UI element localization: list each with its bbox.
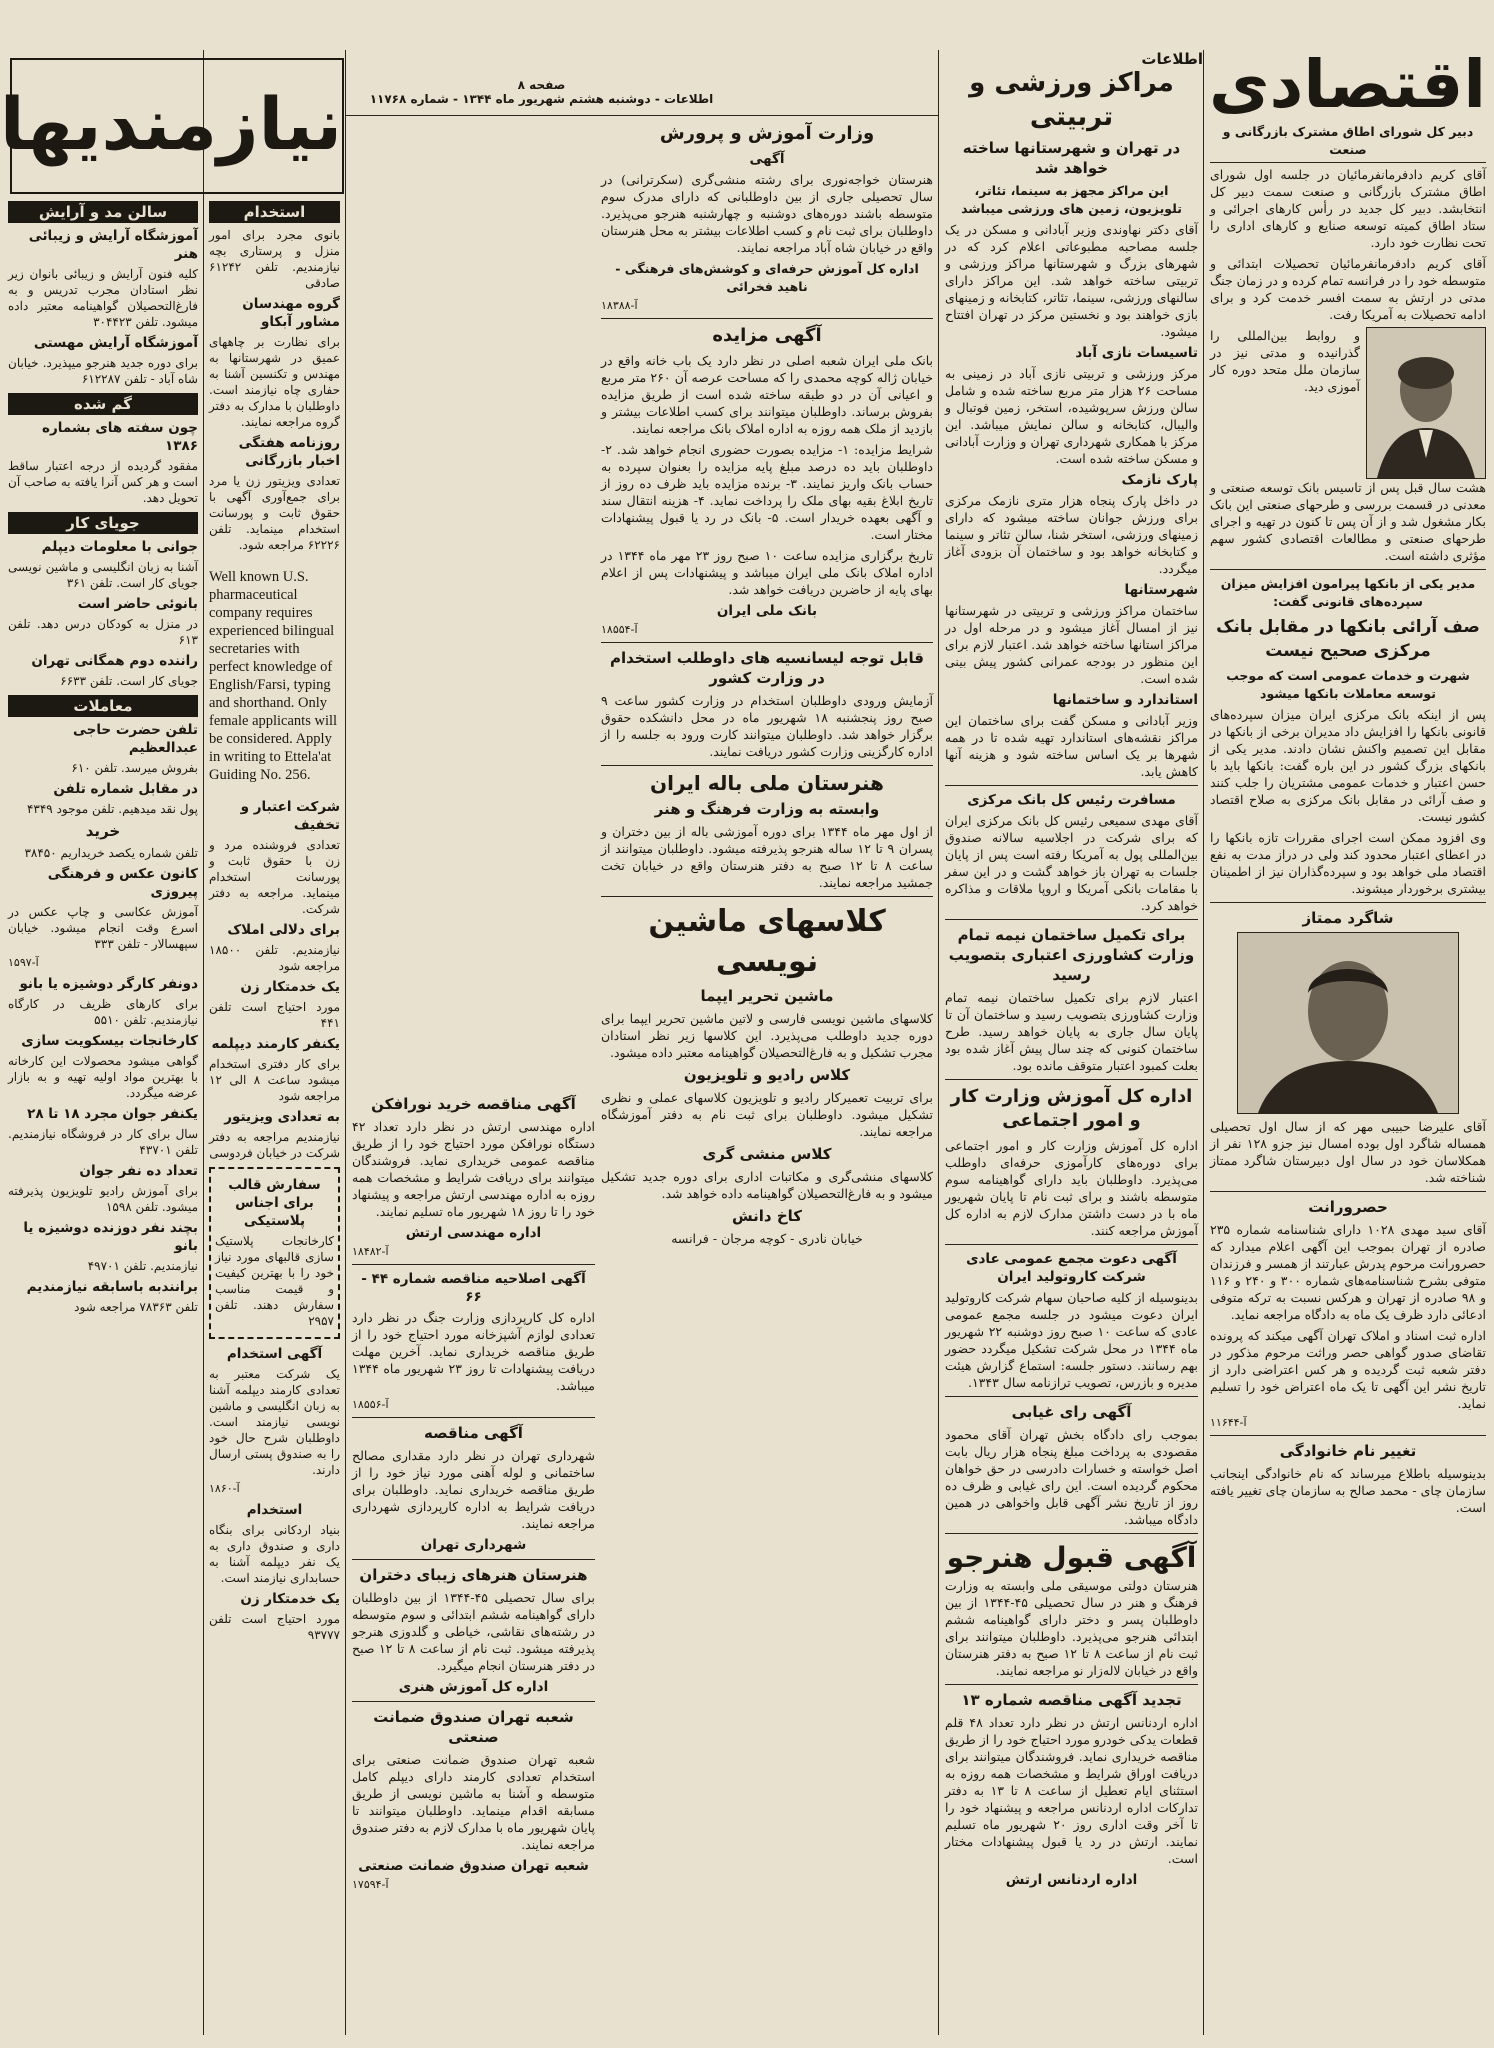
- classified-ad: مفقود گردیده از درجه اعتبار ساقط است و هر کس آنرا یافته به صاحب آن تحویل دهد.: [8, 459, 198, 505]
- headline-education-ministry: وزارت آموزش و پرورش: [659, 123, 875, 144]
- article-paragraph: آقای کریم دادفرمانفرمائیان در جلسه اول شورای اطاق مشترک بازرگانی و صنعت سمت دبیر کل انتخابشد. دبیر کل جدید در رأس کارهای اجرائی و ستاد اطاق کمیته توسعه صنایع و کارهای اداری را تحت نظارت خود دارد.: [1210, 167, 1486, 250]
- ad-code: آ-۱۸۴۸۲: [352, 1245, 389, 1258]
- headline-secretary-class: کلاس منشی گری: [702, 1145, 832, 1163]
- classified-ad: تعدادی فروشنده مرد و زن با حقوق ثابت و پورسانت استخدام مینماید. مراجعه به دفتر شرکت.: [209, 838, 340, 916]
- column-rule: [938, 50, 939, 2035]
- headline-subtitle: وابسته به وزارت فرهنگ و هنر: [654, 800, 880, 818]
- address-line: خیابان نادری - کوچه مرجان - فرانسه: [671, 1231, 863, 1246]
- notice-paragraph: کلاسهای ماشین نویسی فارسی و لاتین ماشین تحریر ایپما برای دوره جدید داوطلب می‌پذیرد. این کلاسها زیر نظر استادان مجرب تشکیل و به فارغ‌التحصیلان گواهینامه معتبر داده میشود.: [601, 1011, 933, 1060]
- portrait-photo: [1366, 327, 1486, 479]
- classified-title: آگهی استخدام: [226, 1346, 323, 1362]
- classified-ad: مورد احتیاج است تلفن ۹۳۷۷۷: [209, 1612, 340, 1642]
- header-rule: [346, 115, 939, 116]
- notice-signature: شعبه تهران صندوق ضمانت صنعتی: [358, 1858, 589, 1874]
- divider: [945, 785, 1198, 786]
- notice-paragraph: از اول مهر ماه ۱۳۴۴ برای دوره آموزشی باله از بین دختران و پسران ۹ تا ۱۲ ساله هنرجو پذیرفته میشود. داوطلبان میتوانند از ساعت ۸ تا ۱۲ صبح به دفتر هنرستان واقع در خیابان تخت جمشید مراجعه نمایند.: [601, 824, 934, 890]
- headline-ballet-school: هنرستان ملی باله ایران: [650, 771, 884, 795]
- notice-paragraph: هنرستان دولتی موسیقی ملی وابسته به وزارت فرهنگ و هنر در سال تحصیلی ۴۵-۱۳۴۴ از بین داوطلبان پسر و دختر دارای گواهینامه ششم ابتدائی هنرجو می‌پذیرد. داوطلبان میتوانند برای ثبت نام از ساعت ۸ تا ۱۲ صبح به دفتر هنرستان واقع در خیابان لاله‌زار نو مراجعه نمایند.: [945, 1578, 1198, 1678]
- article-paragraph: در داخل پارک پنجاه هزار متری نازمک مرکزی برای ورزش جوانان ساخته میشود که دارای زمینهای ورزشی، استخر شنا، سالن تئاتر و سینما و کتابخانه خواهد بود و ساختمان آن بزودی آغاز میگردد.: [945, 493, 1198, 576]
- headline-auction: آگهی مزایده: [712, 325, 822, 346]
- photo-caption: آقای علیرضا حبیبی مهر که از سال اول تحصیلی همساله شاگرد اول بوده امسال نیز جزو ۱۲۸ نفر از همکلاسان خود در سال اول دبیرستان شاگرد ممتاز شناخته شد.: [1210, 1119, 1486, 1185]
- headline-tender-13: تجدید آگهی مناقصه شماره ۱۳: [961, 1691, 1182, 1709]
- ad-code: آ-۱۸۶۰: [209, 1482, 240, 1495]
- classified-title: یک خدمتکار زن: [240, 1591, 340, 1607]
- notice-label: آگهی: [749, 151, 785, 167]
- classified-title: استخدام: [246, 1502, 303, 1518]
- headline-subtitle: شهرت و خدمات عمومی است که موجب توسعه معاملات بانکها میشود: [1226, 668, 1470, 701]
- classified-ad: تلفن ۷۸۳۶۳ مراجعه شود: [74, 1300, 198, 1314]
- notice-paragraph: کلاسهای منشی‌گری و مکاتبات اداری برای دوره جدید تشکیل میشود و به فارغ‌التحصیلان گواهینامه داده خواهد شد.: [601, 1169, 933, 1201]
- classified-title: آموزشگاه آرایش و زیبائی هنر: [28, 228, 198, 262]
- student-figure: [1238, 933, 1458, 1113]
- classified-title: راننده دوم همگانی تهران: [31, 653, 198, 669]
- column-tenders: [352, 1090, 595, 2035]
- classified-ad: بفروش میرسد. تلفن ۶۱۰: [71, 761, 198, 775]
- section-label-job-seekers: جویای کار: [8, 512, 198, 534]
- article-paragraph: مرکز ورزشی و تربیتی نازی آباد در زمینی به مساحت ۲۶ هزار متر مربع ساخته شده و شامل سالن ورزش سرپوشیده، استخر، زمین فوتبال و والیبال، کتابخانه و سالن نمایش میباشد. این مرکز با همکاری شهرداری تهران و وزارت آبادانی و مسکن ساخته شده است.: [945, 366, 1198, 466]
- headline-top-student: شاگرد ممتاز: [1302, 909, 1394, 927]
- divider: [945, 1396, 1198, 1397]
- subhead: شهرستانها: [1124, 582, 1198, 598]
- headline-typing-classes: کلاسهای ماشین نویسی: [648, 904, 886, 979]
- column-rule: [1203, 50, 1204, 2035]
- column-employment: [209, 195, 340, 2035]
- classified-ad: یک شرکت معتبر به تعدادی کارمند دیپلمه آشنا به زبان انگلیسی و ماشین نویسی نیازمند است. داوطلبان شرح حال خود را به صندوق پستی ارسال دارند.: [209, 1367, 340, 1477]
- notice-paragraph: آزمایش ورودی داوطلبان استخدام در وزارت کشور ساعت ۹ صبح روز پنجشنبه ۱۸ شهریور ماه در محل دانشکده حقوق برگزار خواهد شد. داوطلبان میتوانند کارت ورود به جلسه را از اداره کارگزینی وزارت کشور دریافت نمایند.: [601, 693, 933, 759]
- classified-title: روزنامه هفتگی اخبار بازرگانی: [238, 435, 340, 469]
- divider: [352, 1264, 595, 1265]
- article-paragraph: آقای مهدی سمیعی رئیس کل بانک مرکزی ایران که برای شرکت در اجلاسیه سالانه صندوق بین‌المللی پول به آمریکا رفته است پس از پایان جلسات به تهران باز خواهد گشت و در این سفر با مقامات بانکی آمریکا و اروپا ملاقات و مذاکره خواهد کرد.: [945, 813, 1198, 913]
- headline-typewriter: ماشین تحریر ایپما: [700, 987, 834, 1005]
- article-subtitle: دبیر کل شورای اطاق مشترک بازرگانی و صنعت: [1210, 123, 1486, 163]
- classified-ad: کلیه فنون آرایش و زیبائی بانوان زیر نظر استادان مجرب تدریس و به فارغ‌التحصیلان گواهینامه معتبر داده میشود. تلفن ۳۰۴۴۲۳: [8, 267, 198, 329]
- headline-name-change: تغییر نام خانوادگی: [1279, 1442, 1417, 1460]
- headline-industrial-guarantee-fund: شعبه تهران صندوق ضمانت صنعتی: [373, 1708, 574, 1746]
- page-header: [349, 78, 734, 106]
- portrait-figure: [1367, 328, 1485, 478]
- classified-title: یکنفر کارمند دیپلمه: [211, 1036, 340, 1052]
- classified-ad: نیازمندیم. تلفن ۱۸۵۰۰ مراجعه شود: [209, 943, 340, 973]
- notice-paragraph: اداره کل کارپردازی وزارت جنگ در نظر دارد تعدادی لوازم آشپزخانه مورد احتیاج خود را از طریق مناقصه خریداری نماید. آخرین مهلت دریافت پیشنهادات تا روز ۲۳ شهریور ماه ۱۳۴۴ میباشد.: [352, 1310, 595, 1393]
- ad-code: آ-۱۸۵۵۶: [352, 1398, 389, 1411]
- classified-title: سفارش قالب برای اجناس پلاستیکی: [228, 1177, 321, 1229]
- classified-title: به تعدادی ویزیتور: [224, 1109, 340, 1125]
- divider: [352, 1701, 595, 1702]
- section-label-beauty: سالن مد و آرایش: [8, 201, 198, 223]
- divider: [352, 1417, 595, 1418]
- classifieds-masthead: [0, 58, 344, 194]
- classified-ad: نیازمندیم مراجعه به دفتر شرکت در خیابان فردوسی: [209, 1130, 340, 1160]
- notice-paragraph: بموجب رای دادگاه بخش تهران آقای محمود مقصودی به پرداخت مبلغ پنجاه هزار ریال بابت اصل خواسته و خسارات دادرسی در حق خواهان محکوم گردیده است. این رای غیابی و ظرف ده روز از تاریخ نشر آگهی قابل واخواهی در همین دادگاه میباشد.: [945, 1427, 1198, 1527]
- classified-title: بچند نفر دوزنده دوشیزه یا بانو: [23, 1220, 198, 1254]
- article-paragraph: وی افزود ممکن است اجرای مقررات تازه بانکها را در اعطای اعتبار محدود کند ولی در دراز مدت به نفع اقتصاد ملی خواهد بود و سپرده‌گذاران نیز از اطمینان بیشتری برخوردار میشوند.: [1210, 830, 1486, 896]
- plastic-mold-ad-box: [209, 1167, 340, 1339]
- notice-paragraph: بدینوسیله باطلاع میرساند که نام خانوادگی اینجانب سازمان چای - محمد صالح به سازمان چای تغییر یافته است.: [1210, 1466, 1486, 1515]
- subhead: پارک نازمک: [1121, 472, 1198, 488]
- article-paragraph: آقای دکتر نهاوندی وزیر آبادانی و مسکن در یک جلسه مصاحبه مطبوعاتی اعلام کرد که در شهرهای بزرگ و شهرستانها مراکز ورزشی و تربیتی ساخته خواهد شد. این مراکز دارای سالنهای ورزشی، سینما، تئاتر، کتابخانه و زمینهای بازی خواهند بود و نخستین مرکز در تهران افتتاح میشود.: [945, 222, 1198, 339]
- divider: [352, 1559, 595, 1560]
- classified-ad: در منزل به کودکان درس دهد. تلفن ۶۱۳: [8, 617, 198, 647]
- classified-ad: پول نقد میدهیم. تلفن موجود ۴۳۴۹: [26, 802, 198, 816]
- classified-ad: برای دوره جدید هنرجو میپذیرد. خیابان شاه آباد - تلفن ۶۱۲۲۸۷: [8, 356, 198, 386]
- column-notices: [601, 118, 933, 2033]
- classified-title: برانندبه باسابقه نیازمندیم: [26, 1279, 198, 1295]
- classified-ad: تلفن شماره یکصد خریداریم ۳۸۴۵۰: [24, 846, 198, 860]
- notice-paragraph: برای تربیت تعمیرکار رادیو و تلویزیون کلاسهای عملی و نظری تشکیل میشود. داوطلبان برای ثبت نام به دفتر آموزشگاه مراجعه نمایند.: [601, 1090, 933, 1139]
- classified-title: گروه مهندسان مشاور آبکاو: [242, 296, 340, 330]
- notice-signature: بانک ملی ایران: [716, 603, 818, 619]
- headline-subtitle: در تهران و شهرستانها ساخته خواهد شد: [962, 139, 1181, 177]
- classified-ad: نیازمندیم. تلفن ۴۹۷۰۱: [87, 1259, 198, 1273]
- classified-ad: برای نظارت بر چاههای عمیق در شهرستانها به مهندس و تکنسین آشنا به حفاری چاه نیازمند است. داوطلبان با مدارک به دفتر گروه مراجعه نمایند.: [209, 335, 340, 429]
- classified-title: تلفن حضرت حاجی عبدالعظیم: [72, 722, 198, 756]
- divider: [945, 1533, 1198, 1534]
- classified-title: کارخانجات بیسکویت سازی: [21, 1033, 198, 1049]
- classified-title: جوانی با معلومات دیپلم: [41, 539, 198, 555]
- notice-signature: اداره مهندسی ارتش: [405, 1225, 542, 1241]
- article-paragraph: ساختمان مراکز ورزشی و تربیتی در شهرستانها نیز از امسال آغاز میشود و در مرحله اول در مراکز استانها ساخته خواهد شد. اعتبار لازم برای این منظور در بودجه عمرانی کشور پیش بینی شده است.: [945, 603, 1198, 686]
- classified-title: در مقابل شماره تلفن: [53, 781, 198, 797]
- classified-ad: برای کارهای ظریف در کارگاه نیازمندیم. تلفن ۵۵۱۰: [8, 997, 198, 1027]
- headline-central-bank-trip: مسافرت رئیس کل بانک مرکزی: [967, 792, 1176, 808]
- divider: [1210, 1435, 1486, 1436]
- section-title-economy: اقتصادی: [1209, 46, 1486, 123]
- classified-ad: آشنا به زبان انگلیسی و ماشین نویسی جویای کار است. تلفن ۳۶۱: [8, 560, 198, 590]
- classified-title: کانون عکس و فرهنگی پیروزی: [47, 866, 198, 900]
- headline-kakh-danesh: کاخ دانش: [731, 1207, 803, 1225]
- classified-title: برای دلالی املاک: [227, 922, 340, 938]
- ad-code: آ-۱۷۵۹۴: [352, 1878, 389, 1891]
- classified-title: بانوئی حاضر است: [77, 596, 198, 612]
- article-paragraph: هشت سال قبل پس از تاسیس بانک توسعه صنعتی و معدنی در قسمت بررسی و طرحهای صنعتی این بانک بکار مشغول شد و از آن پس تا کنون در تهیه و اجرای طرحهای صنعتی و مطالعات اقتصادی کشور سهم مؤثری داشته است.: [1210, 480, 1486, 563]
- notice-paragraph: اداره ثبت اسناد و املاک تهران آگهی میکند که پرونده تقاضای صدور گواهی حصر وراثت مرحوم مذکور در دفتر شعبه ثبت گردیده و هر کس اعتراضی دارد از تاریخ نشر این آگهی تا یک ماه اعتراض خود را تسلیم نماید.: [1210, 1328, 1486, 1411]
- notice-paragraph: هنرستان خواجه‌نوری برای رشته منشی‌گری (سکرترانی) در سال تحصیلی جاری از بین داوطلبانی که دارای مدرک سوم متوسطه باشند دوره‌های دوشنبه و چهارشنبه هنرجو می‌پذیرد. داوطلبان برای ثبت نام و کسب اطلاعات بیشتر به محل هنرستان واقع در خیابان شاه آباد مراجعه نمایند.: [601, 172, 933, 255]
- notice-paragraph: اداره مهندسی ارتش در نظر دارد تعداد ۴۲ دستگاه نورافکن مورد احتیاج خود را از طریق مناقصه عمومی خریداری نماید. فروشندگان میتوانند برای دریافت شرایط و مشخصات همه روزه به اداره مهندسی ارتش مراجعه و پیشنهاد خود را تا روز ۱۸ شهریور ماه تسلیم نمایند.: [352, 1119, 595, 1219]
- notice-signature: اداره اردنانس ارتش: [1005, 1872, 1138, 1888]
- classified-ad: گواهی میشود محصولات این کارخانه با بهترین مواد اولیه تهیه و به بازار عرضه میگردد.: [8, 1054, 198, 1100]
- classified-ad: برای کار دفتری استخدام میشود ساعت ۸ الی ۱۲ مراجعه شود: [209, 1057, 340, 1103]
- article-paragraph: اداره کل آموزش وزارت کار و امور اجتماعی برای دوره‌های کارآموزی حرفه‌ای داوطلب می‌پذیرد. داوطلبان باید دارای گواهینامه سوم متوسطه باشند و برای ثبت نام تا پایان شهریور ماه با در دست داشتن مدارک لازم به اداره کل آموزش مراجعه کنند.: [945, 1138, 1198, 1238]
- headline-sports-centers: مراکز ورزشی و تربیتی: [969, 68, 1174, 132]
- ad-code: آ-۱۱۶۴۴: [1210, 1416, 1247, 1429]
- section-label-employment: استخدام: [209, 201, 340, 223]
- notice-paragraph: بانک ملی ایران شعبه اصلی در نظر دارد یک باب خانه واقع در خیابان ژاله کوچه محمدی را که مساحت عرصه آن ۲۶۰ متر مربع و اعیانی آن در دو طبقه ساخته شده است از طریق مزایده بفروش برساند. داوطلبان میتوانند برای کسب اطلاعات بیشتر و بازدید از ملک همه روزه به اداره املاک بانک مراجعه نمایند.: [601, 353, 933, 436]
- notice-paragraph: اداره اردنانس ارتش در نظر دارد تعداد ۴۸ قلم قطعات یدکی خودرو مورد احتیاج خود را از طریق مناقصه خریداری نماید. فروشندگان میتوانند برای دریافت اوراق شرایط و مشخصات همه روزه به استثنای ایام تعطیل از ساعت ۸ تا ۱۳ به دفتر تدارکات اداره اردنانس مراجعه و پیشنهاد خود را تا آخر وقت اداری روز ۲۰ شهریور ماه تسلیم نمایند. ارتش در رد یا قبول پیشنهادات مختار است.: [945, 1715, 1199, 1866]
- student-photo: [1237, 932, 1459, 1114]
- classified-title: آموزشگاه آرایش مهستی: [33, 335, 198, 351]
- notice-paragraph: آقای سید مهدی ۱۰۲۸ دارای شناسنامه شماره ۲۳۵ صادره از تهران بموجب این آگهی اعلام میدارد که حصرورانت مرحوم پدرش عبارتند از همسر و فرزندان متوفی بشرح شناسنامه‌های شماره ۳۰۰ و ۲۴۰ و ۱۱۶ و ۹۸ صادره از تهران و هرکس نسبت به ترکه متوفی ادعائی دارد ظرف یک ماه به دادگاه مراجعه نماید.: [1210, 1222, 1487, 1322]
- classified-title: دونفر کارگر دوشیزه یا بانو: [19, 976, 198, 992]
- column-rule: [345, 50, 346, 2035]
- headline-kicker: مدیر یکی از بانکها پیرامون افزایش میزان سپرده‌های قانونی گفت:: [1220, 576, 1476, 609]
- photo-caption: و روابط بین‌المللی را گذرانیده و مدتی نیز در سازمان ملل متحد دوره کار آموزی دید.: [1210, 328, 1360, 394]
- divider: [945, 919, 1198, 920]
- article-paragraph: اعتبار لازم برای تکمیل ساختمان نیمه تمام وزارت کشاورزی بتصویب رسید و ساختمان آن تا پایان سال جاری به پایان خواهد رسید. طرح ساختمان کنونی که چند سال پیش آغاز شده بود بعلت کمبود اعتبار متوقف مانده بود.: [945, 990, 1198, 1073]
- divider: [601, 765, 933, 766]
- notice-signature: شهرداری تهران: [420, 1537, 527, 1553]
- divider: [945, 1684, 1198, 1685]
- notice-paragraph: بدینوسیله از کلیه صاحبان سهام شرکت کاروتولید ایران دعوت میشود در جلسه مجمع عمومی عادی که ساعت ۱۰ صبح روز دوشنبه ۲۲ شهریور ماه ۱۳۴۴ در محل شرکت تشکیل میگردد حضور بهم رسانند. دستور جلسه: استماع گزارش هیئت مدیره و بازرس، تصویب ترازنامه سال ۱۳۴۳.: [945, 1290, 1198, 1390]
- english-ad: Well known U.S. pharmaceutical company requires experienced bilingual secretaries with perfect knowledge of English/Farsi, typing and shorthand. Only female applicants will be considered. Apply in writing to Ettela'at Guiding No. 256.: [209, 568, 338, 783]
- headline-inheritance: حصرورانت: [1308, 1198, 1388, 1216]
- ad-code: آ-۱۸۳۸۸: [601, 299, 638, 312]
- classified-ad: تعدادی ویزیتور زن یا مرد برای جمع‌آوری آگهی با حقوق ثابت و پورسانت استخدام مینماید. تلفن ۶۲۲۲۶ مراجعه شود.: [209, 474, 340, 552]
- subhead: استاندارد و ساختمانها: [1052, 692, 1198, 708]
- divider: [601, 318, 933, 319]
- classified-ad: جویای کار است. تلفن ۶۶۳۳: [60, 674, 198, 688]
- article-paragraph: وزیر آبادانی و مسکن گفت برای ساختمان این مراکز نقشه‌های استاندارد تهیه شده تا در همه شهرها بر یک اساس ساخته شود و هزینه آنها کاهش یابد.: [945, 713, 1198, 779]
- page-number: صفحه ۸: [517, 78, 566, 92]
- ad-code: آ-۱۵۹۷: [8, 956, 39, 969]
- headline-subtitle-2: این مراکز مجهز به سینما، تئاتر، تلویزیون، زمین های ورزشی میباشد: [961, 183, 1182, 216]
- headline-searchlight-tender: آگهی مناقصه خرید نورافکن: [371, 1095, 576, 1113]
- classified-ad: بانوی مجرد برای امور منزل و پرستاری بچه نیازمندیم. تلفن ۶۱۲۴۲ صادقی: [209, 228, 340, 290]
- column-classifieds: [8, 195, 198, 2035]
- classified-title: چون سفته های بشماره ۱۳۸۶: [42, 420, 198, 454]
- classified-title: تعداد ده نفر جوان: [79, 1163, 198, 1179]
- article-paragraph: آقای کریم دادفرمانفرمائیان تحصیلات ابتدائی و متوسطه خود را در فرانسه تمام کرده و در زمان جنگ مدتی در ارتش به سمت افسر خدمت کرد و برای ادامه تحصیلات به آمریکا رفت.: [1210, 256, 1486, 322]
- ad-code: آ-۱۸۵۵۴: [601, 623, 638, 636]
- notice-signature: اداره کل آموزش حرفه‌ای و کوشش‌های فرهنگی - ناهید فخرائی: [615, 261, 919, 294]
- subhead: تاسیسات نازی آباد: [1075, 345, 1198, 361]
- notice-paragraph: برای سال تحصیلی ۴۵-۱۳۴۴ از بین داوطلبان دارای گواهینامه ششم ابتدائی و سوم متوسطه در رشته‌های نقاشی، خیاطی و گلدوزی هنرجو پذیرفته میشود. ثبت نام از ساعت ۸ تا ۱۲ صبح در دفتر هنرستان انجام میگیرد.: [352, 1590, 596, 1673]
- divider: [1210, 1191, 1486, 1192]
- headline-tender-amendment: آگهی اصلاحیه مناقصه شماره ۴۴ - ۶۶: [361, 1271, 586, 1305]
- headline-radio-tv-class: کلاس رادیو و تلویزیون: [683, 1066, 851, 1084]
- notice-paragraph: شعبه تهران صندوق ضمانت صنعتی برای استخدام تعدادی کارمند دارای دیپلم کامل متوسطه و آشنا به ماشین نویسی از طریق مسابقه اقدام مینماید. داوطلبان میتوانند تا پایان شهریور ماه با مدارک لازم به دفتر صندوق مراجعه نمایند.: [352, 1752, 595, 1852]
- classified-ad: مورد احتیاج است تلفن ۴۴۱: [209, 1000, 340, 1030]
- divider: [601, 642, 933, 643]
- article-paragraph: پس از اینکه بانک مرکزی ایران میزان سپرده‌های قانونی بانکها را افزایش داد مدیران برخی از بانکها در مقابل این تصمیم واکنش نشان دادند. مدیر یکی از بانکهای بزرگ کشور در این باره گفت: بانکها باید با حسن اعتبار و خدمات عمومی مشتریان را جلب کنند و صف آرائی در مقابل بانک مرکزی به صلاح اقتصاد کشور نیست.: [1210, 707, 1486, 824]
- headline-absentee-verdict: آگهی رای غیابی: [1011, 1403, 1132, 1421]
- divider: [601, 896, 933, 897]
- classified-title: یکنفر جوان مجرد ۱۸ تا ۲۸: [27, 1106, 198, 1122]
- divider: [945, 1244, 1198, 1245]
- issue-line: اطلاعات - دوشنبه هشتم شهریور ماه ۱۳۴۴ - شماره ۱۱۷۶۸: [369, 92, 714, 106]
- notice-paragraph: شرایط مزایده: ۱- مزایده بصورت حضوری انجام خواهد شد. ۲- داوطلبان باید ده درصد مبلغ پایه مزایده را بعنوان سپرده به حساب بانک واریز نمایند. ۳- برنده مزایده باید ظرف ده روز از تاریخ ابلاغ بقیه بهای ملک را پرداخت نماید. ۴- هزینه انتقال سند و آگهی بعهده خریدار است. ۵- بانک در رد یا قبول پیشنهادات مختار است.: [601, 442, 933, 542]
- notice-paragraph: شهرداری تهران در نظر دارد مقداری مصالح ساختمانی و لوله آهنی مورد نیاز خود را از طریق مناقصه خریداری نماید. داوطلبان برای دریافت شرایط به اداره کارپردازی شهرداری مراجعه نمایند.: [352, 1448, 595, 1531]
- notice-paragraph: تاریخ برگزاری مزایده ساعت ۱۰ صبح روز ۲۳ مهر ماه ۱۳۴۴ در اداره املاک بانک ملی ایران میباشد و پیشنهادات پس از اعلام بهای پایه از حاضرین دریافت خواهد شد.: [601, 548, 934, 597]
- section-label-transactions: معاملات: [8, 695, 198, 717]
- classifieds-title: نیازمندیها: [0, 82, 342, 166]
- headline-tender: آگهی مناقصه: [424, 1424, 523, 1442]
- classified-ad: آموزش عکاسی و چاپ عکس در اسرع وقت انجام میشود. خیابان سپهسالار - تلفن ۳۳۳: [8, 905, 198, 951]
- notice-signature: اداره کل آموزش هنری: [398, 1679, 549, 1695]
- classified-ad: سال برای کار در فروشگاه نیازمندیم. تلفن ۴۳۷۰۱: [8, 1127, 198, 1157]
- headline-shareholders-meeting: آگهی دعوت مجمع عمومی عادی شرکت کاروتولید ایران: [966, 1251, 1177, 1285]
- headline-banks: صف آرائی بانکها در مقابل بانک مرکزی صحیح نیست: [1216, 617, 1480, 661]
- divider: [1210, 569, 1486, 570]
- section-label-lost: گم شده: [8, 393, 198, 415]
- classified-ad: برای آموزش رادیو تلویزیون پذیرفته میشود. تلفن ۱۵۹۸: [8, 1184, 198, 1214]
- classified-title: شرکت اعتبار و تخفیف: [240, 799, 340, 833]
- divider: [1210, 902, 1486, 903]
- classified-title: یک خدمتکار زن: [240, 979, 340, 995]
- column-rule: [203, 50, 204, 2035]
- classified-title: خرید: [85, 822, 121, 840]
- headline-agriculture-building: برای تکمیل ساختمان نیمه تمام وزارت کشاورزی اعتباری بتصویب رسید: [948, 926, 1195, 984]
- headline-fine-arts-school: هنرستان هنرهای زیبای دختران: [359, 1566, 588, 1584]
- classified-ad: بنیاد اردکانی برای بنگاه داری و صندوق داری به یک نفر دیپلمه آشنا به حسابداری نیازمند است.: [209, 1523, 340, 1585]
- classified-ad: کارخانجات پلاستیک سازی قالبهای مورد نیاز خود را با بهترین کیفیت و قیمت مناسب سفارش دهند. تلفن ۲۹۵۷: [215, 1234, 334, 1328]
- section-kicker: اطلاعات: [1141, 50, 1204, 68]
- column-news: [945, 50, 1198, 2035]
- headline-student-admission: آگهی قبول هنرجو: [946, 1541, 1197, 1574]
- divider: [945, 1079, 1198, 1080]
- headline-interior-ministry-hiring: قابل توجه لیسانسیه های داوطلب استخدام در وزارت کشور: [610, 649, 924, 687]
- headline-labor-ministry: اداره کل آموزش وزارت کار و امور اجتماعی: [950, 1086, 1193, 1131]
